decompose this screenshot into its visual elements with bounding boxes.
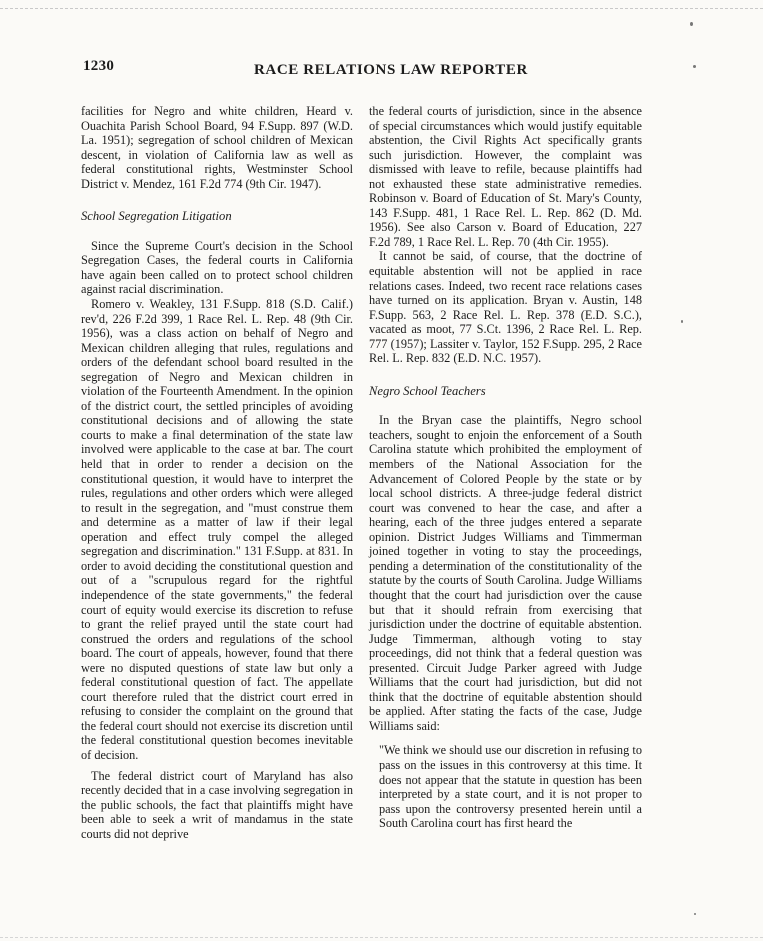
scan-speck bbox=[694, 913, 696, 915]
right-column bbox=[369, 104, 642, 831]
scan-speck bbox=[690, 22, 693, 26]
running-title: RACE RELATIONS LAW REPORTER bbox=[254, 62, 528, 78]
section-heading-negro-teachers: Negro School Teachers bbox=[369, 383, 486, 398]
left-paragraph-4: The federal district court of Maryland has also recently decided that in a case involving segregation in the public schools, the fact that plaintiffs might have been able to seek a writ of mandamus in the state courts did not deprive bbox=[81, 768, 353, 841]
scan-speck bbox=[681, 320, 683, 323]
right-paragraph-3: In the Bryan case the plaintiffs, Negro school teachers, sought to enjoin the enforcement of a South Carolina statute which prohibited the employment of members of the National Association for the Advancement of Colored People by the state or by local school districts. A three-judge federal district court was convened to hear the case, and after a hearing, each of the three judges entered a separate opinion. District Judges Williams and Timmerman joined together in voting to stay the proceedings, pending a determination of the constitutionality of the statute by the courts of South Carolina. Judge Williams thought that the court had jurisdiction over the cause but that it should refrain from exercising that jurisdiction under the doctrine of equitable abstention. Judge Timmerman, although voting to stay proceedings, did not think that a federal question was presented. Circuit Judge Parker agreed with Judge Williams that the court had jurisdiction, but did not think that the doctrine of equitable abstention should be applied. After stating the facts of the case, Judge Williams said: bbox=[369, 413, 642, 733]
block-quote: "We think we should use our discretion in refusing to pass on the issues in this controversy at this time. It does not appear that the statute in question has been interpreted by a state court, and it is not proper to pass upon the controversy presented herein until a South Carolina court has first heard the bbox=[379, 743, 642, 831]
bottom-scan-edge bbox=[0, 937, 763, 938]
page-number: 1230 bbox=[83, 58, 115, 74]
left-paragraph-3: Romero v. Weakley, 131 F.Supp. 818 (S.D. Calif.) rev'd, 226 F.2d 399, 1 Race Rel. L. Rep. 48 (9th Cir. 1956), was a class action on behalf of Negro and Mexican children alleging that rules, regulations and orders of the defendant school board resulted in the segregation of Negro and Mexican children in violation of the Fourteenth Amendment. In the opinion of the district court, the settled principles of avoiding constitutional decisions and of allowing the state courts to make a final determination of the state law involved were applicable to the case at bar. The court held that in order to render a decision on the constitutional question, it would have to interpret the rules, regulations and other orders which were alleged to result in the segregation, and "must construe them and determine as a matter of law if their legal operation and effect truly compel the alleged segregation and discrimination." 131 F.Supp. at 831. In order to avoid deciding the constitutional question and out of a "scrupulous regard for the rightful independence of the state governments," the federal court of equity would exercise its discretion to refuse to grant the relief prayed until the state court had construed the orders and regulations of the school board. The court of appeals, however, found that there were no disputed questions of state law but only a federal constitutional question of fact. The appellate court therefore ruled that the district court erred in refusing to consider the complaint on the ground that the federal court should not exercise its discretion until the federal constitutional question becomes inevitable of decision. bbox=[81, 297, 353, 762]
left-paragraph-1: facilities for Negro and white children, Heard v. Ouachita Parish School Board, 94 F.Supp. 897 (W.D. La. 1951); segregation of school children of Mexican descent, in violation of California law as well as federal constitutional rights, Westminster School District v. Mendez, 161 F.2d 774 (9th Cir. 1947). bbox=[81, 104, 353, 191]
left-paragraph-2: Since the Supreme Court's decision in the School Segregation Cases, the federal courts in California have again been called on to protect school children against racial discrimination. bbox=[81, 238, 353, 297]
right-paragraph-2: It cannot be said, of course, that the doctrine of equitable abstention will not be applied in race relations cases. Indeed, two recent race relations cases have turned on its application. Bryan v. Austin, 148 F.Supp. 563, 2 Race Rel. L. Rep. 378 (E.D. S.C.), vacated as moot, 77 S.Ct. 1396, 2 Race Rel. L. Rep. 777 (1957); Lassiter v. Taylor, 152 F.Supp. 295, 2 Race Rel. L. Rep. 832 (E.D. N.C. 1957). bbox=[369, 249, 642, 366]
left-column bbox=[81, 104, 353, 841]
right-paragraph-1: the federal courts of jurisdiction, since in the absence of special circumstances which would justify equitable abstention, the Civil Rights Act specifically grants such jurisdiction. However, the complaint was dismissed with leave to refile, because plaintiffs had not exhausted these state administrative remedies. Robinson v. Board of Education of St. Mary's County, 143 F.Supp. 481, 1 Race Rel. L. Rep. 862 (D. Md. 1956). See also Carson v. Board of Education, 227 F.2d 789, 1 Race Rel. L. Rep. 70 (4th Cir. 1955). bbox=[369, 104, 642, 249]
top-scan-edge bbox=[0, 8, 763, 9]
section-heading-school-segregation: School Segregation Litigation bbox=[81, 209, 232, 224]
scan-speck bbox=[693, 65, 696, 68]
